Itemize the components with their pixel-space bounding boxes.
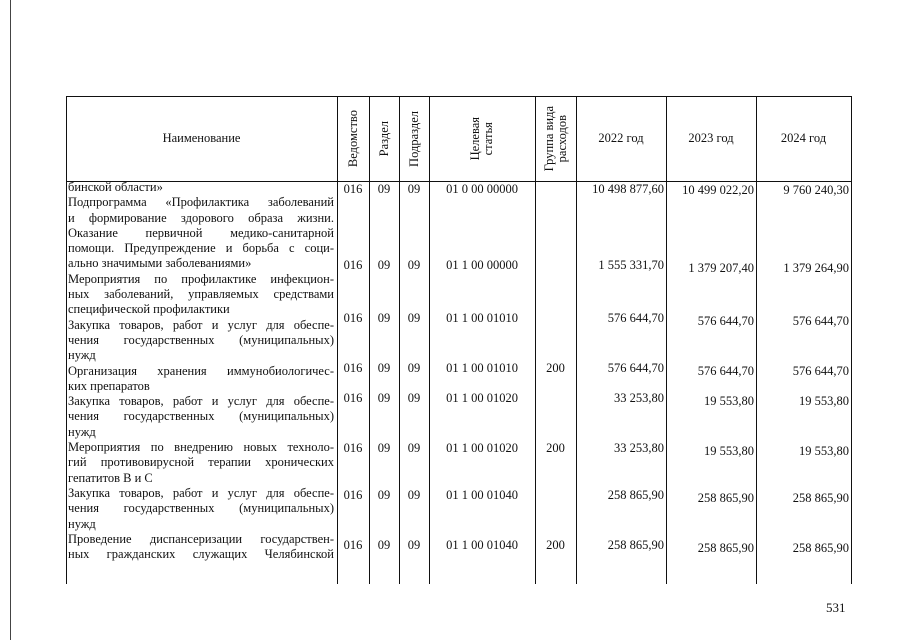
name-line: Мероприятия по внедрению новых техноло- bbox=[68, 440, 334, 455]
cell-v2023: 19 553,80 bbox=[704, 444, 754, 458]
cell-ved: 016 bbox=[343, 538, 363, 552]
name-line: Подпрограмма «Профилактика заболеваний bbox=[68, 195, 334, 210]
cell-v2024: 1 379 264,90 bbox=[783, 261, 849, 275]
cell-ved: 016 bbox=[343, 182, 363, 196]
name-line: и формирование здорового образа жизни. bbox=[68, 210, 334, 225]
header-podrazdel bbox=[399, 96, 429, 181]
name-line: Оказание первичной медико-санитарной bbox=[68, 225, 334, 240]
header-gruppa-vida bbox=[535, 96, 576, 181]
header-2024-label: 2024 год bbox=[780, 131, 827, 145]
cell-cs: 01 1 00 01040 bbox=[446, 488, 518, 502]
cell-podr: 09 bbox=[407, 361, 421, 375]
cell-grp bbox=[535, 488, 576, 502]
cell-v2023: 10 499 022,20 bbox=[682, 183, 754, 197]
cell-ved: 016 bbox=[343, 311, 363, 325]
cell-v2022: 576 644,70 bbox=[607, 361, 664, 375]
cell-grp: 200 bbox=[546, 538, 565, 552]
cell-v2022: 33 253,80 bbox=[614, 391, 664, 405]
header-razdel bbox=[369, 96, 399, 181]
cell-ved: 016 bbox=[343, 361, 363, 375]
name-line: Организация хранения иммунобиологичес- bbox=[68, 363, 334, 378]
cell-v2023: 576 644,70 bbox=[697, 314, 754, 328]
cell-podr: 09 bbox=[407, 391, 421, 405]
cell-razd: 09 bbox=[377, 182, 391, 196]
name-line: Закупка товаров, работ и услуг для обеспе- bbox=[68, 394, 334, 409]
cell-v2024: 258 865,90 bbox=[792, 491, 849, 505]
cell-v2024: 576 644,70 bbox=[792, 314, 849, 328]
cell-v2024: 258 865,90 bbox=[792, 541, 849, 555]
cell-v2023: 258 865,90 bbox=[697, 491, 754, 505]
cell-v2023: 1 379 207,40 bbox=[688, 261, 754, 275]
cell-v2023: 258 865,90 bbox=[697, 541, 754, 555]
name-column bbox=[68, 180, 334, 562]
cell-v2024: 19 553,80 bbox=[799, 394, 849, 408]
name-line: Закупка товаров, работ и услуг для обеспе- bbox=[68, 317, 334, 332]
cell-v2024: 9 760 240,30 bbox=[783, 183, 849, 197]
cell-v2022: 33 253,80 bbox=[614, 441, 664, 455]
name-line: Закупка товаров, работ и услуг для обеспе- bbox=[68, 485, 334, 500]
page-edge-line bbox=[10, 0, 11, 640]
header-tselevaya-label: Целевая статья bbox=[468, 116, 495, 161]
grid-line bbox=[851, 96, 852, 584]
header-vedomstvo bbox=[337, 96, 369, 181]
cell-razd: 09 bbox=[377, 538, 391, 552]
cell-razd: 09 bbox=[377, 311, 391, 325]
cell-grp bbox=[535, 258, 576, 272]
cell-podr: 09 bbox=[407, 182, 421, 196]
cell-cs: 01 1 00 01020 bbox=[446, 391, 518, 405]
cell-ved: 016 bbox=[343, 488, 363, 502]
name-line: ких препаратов bbox=[68, 378, 150, 393]
name-line: Проведение диспансеризации государствен- bbox=[68, 531, 334, 546]
name-line: нужд bbox=[68, 348, 96, 363]
header-2022 bbox=[576, 96, 666, 181]
cell-grp bbox=[535, 391, 576, 405]
cell-razd: 09 bbox=[377, 488, 391, 502]
cell-razd: 09 bbox=[377, 441, 391, 455]
name-line: специфической профилактики bbox=[68, 302, 230, 317]
name-line: чения государственных (муниципальных) bbox=[68, 409, 334, 424]
cell-podr: 09 bbox=[407, 258, 421, 272]
cell-cs: 01 1 00 01010 bbox=[446, 311, 518, 325]
cell-razd: 09 bbox=[377, 258, 391, 272]
cell-cs: 01 1 00 01020 bbox=[446, 441, 518, 455]
cell-grp bbox=[535, 182, 576, 196]
cell-razd: 09 bbox=[377, 391, 391, 405]
name-line: нужд bbox=[68, 516, 96, 531]
cell-podr: 09 bbox=[407, 488, 421, 502]
cell-v2024: 19 553,80 bbox=[799, 444, 849, 458]
name-line: чения государственных (муниципальных) bbox=[68, 332, 334, 347]
header-2023 bbox=[666, 96, 756, 181]
page-number: 531 bbox=[826, 600, 846, 615]
cell-grp bbox=[535, 311, 576, 325]
name-line: ально значимыми заболеваниями» bbox=[68, 256, 252, 271]
name-line: бинской области» bbox=[68, 180, 163, 194]
name-line: нужд bbox=[68, 424, 96, 439]
name-line: ных гражданских служащих Челябинской bbox=[68, 547, 334, 562]
cell-v2022: 258 865,90 bbox=[607, 538, 664, 552]
header-2023-label: 2023 год bbox=[688, 131, 734, 145]
name-line: Мероприятия по профилактике инфекцион- bbox=[68, 271, 334, 286]
budget-table bbox=[66, 96, 852, 584]
cell-grp: 200 bbox=[546, 361, 565, 375]
cell-v2022: 258 865,90 bbox=[607, 488, 664, 502]
cell-razd: 09 bbox=[377, 361, 391, 375]
header-2024 bbox=[756, 96, 851, 181]
cell-ved: 016 bbox=[343, 258, 363, 272]
cell-podr: 09 bbox=[407, 311, 421, 325]
cell-ved: 016 bbox=[343, 391, 363, 405]
cell-v2023: 576 644,70 bbox=[697, 364, 754, 378]
cell-cs: 01 1 00 01040 bbox=[446, 538, 518, 552]
name-line: ных заболеваний, управляемых средствами bbox=[68, 287, 334, 302]
cell-grp: 200 bbox=[546, 441, 565, 455]
header-gruppa-label: Группа вида расходов bbox=[541, 105, 569, 172]
header-vedomstvo-label: Ведомство bbox=[345, 109, 360, 168]
cell-ved: 016 bbox=[343, 441, 363, 455]
name-line: чения государственных (муниципальных) bbox=[68, 501, 334, 516]
header-2022-label: 2022 год bbox=[598, 131, 644, 145]
cell-v2023: 19 553,80 bbox=[704, 394, 754, 408]
name-line: гепатитов В и С bbox=[68, 470, 153, 485]
name-line: гий противовирусной терапии хронических bbox=[68, 455, 334, 470]
header-name bbox=[66, 96, 337, 181]
cell-v2024: 576 644,70 bbox=[792, 364, 849, 378]
header-tselevaya-statya bbox=[429, 96, 535, 181]
cell-podr: 09 bbox=[407, 441, 421, 455]
cell-podr: 09 bbox=[407, 538, 421, 552]
cell-v2022: 1 555 331,70 bbox=[598, 258, 664, 272]
cell-cs: 01 1 00 00000 bbox=[446, 258, 518, 272]
header-razdel-label: Раздел bbox=[376, 120, 391, 157]
cell-v2022: 10 498 877,60 bbox=[592, 182, 664, 196]
cell-v2022: 576 644,70 bbox=[607, 311, 664, 325]
cell-cs: 01 0 00 00000 bbox=[446, 182, 518, 196]
name-line: помощи. Предупреждение и борьба с соци- bbox=[68, 241, 334, 256]
header-name-label: Наименование bbox=[162, 131, 241, 145]
cell-cs: 01 1 00 01010 bbox=[446, 361, 518, 375]
header-podrazdel-label: Подраздел bbox=[406, 110, 421, 167]
